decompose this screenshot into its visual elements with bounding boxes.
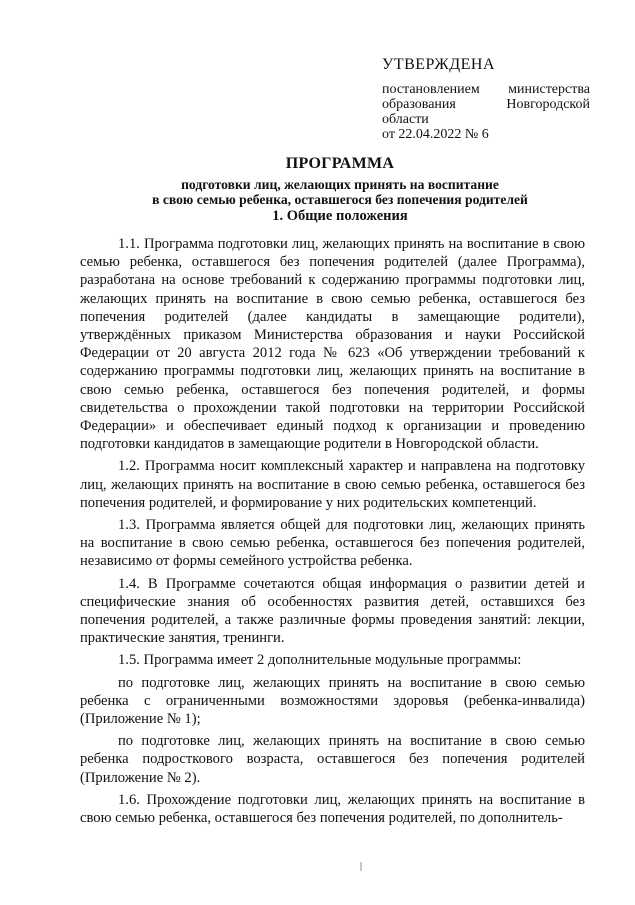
approval-line-2: образования Новгородской	[382, 97, 590, 112]
approval-line-1: постановлением министерства	[382, 82, 590, 97]
paragraph-1-4: 1.4. В Программе сочетаются общая информация о развитии детей и специфические знания об особенностях развития детей, оставшихся без попечения родителей, а также различные формы проведения занятий: лекции, практические занятия, тренинги.	[80, 575, 585, 647]
list-item-module-2: по подготовке лиц, желающих принять на воспитание в свою семью ребенка подросткового возраста, оставшегося без попечения родителей (Приложение № 2).	[80, 733, 585, 786]
paragraph-1-6: 1.6. Прохождение подготовки лиц, желающих принять на воспитание в свою семью ребенка, оставшегося без попечения родителей, по дополнитель-	[80, 791, 585, 827]
paragraph-1-2: 1.2. Программа носит комплексный характер и направлена на подготовку лиц, желающих принять на воспитание в свою семью ребенка, оставшегося без попечения родителей, и формирование у них родительских компетенций.	[80, 458, 585, 511]
document-subtitle-line-1: подготовки лиц, желающих принять на воспитание	[181, 177, 499, 192]
paragraph-1-5: 1.5. Программа имеет 2 дополнительные модульные программы:	[118, 652, 522, 669]
paragraph-1-1: 1.1. Программа подготовки лиц, желающих принять на воспитание в свою семью ребенка, оставшегося без попечения родителей (далее Программа), разработана на основе требований к содержанию программы подготовки лиц, желающих принять на воспитание в свою семью ребенка, оставшегося без попечения родителей (далее кандидаты в замещающие родители), утверждённых приказом Министерства образования и науки Российской Федерации от 20 августа 2012 года № 623 «Об утверждении требований к содержанию программы подготовки лиц, желающих принять на воспитание в свою семью ребенка, оставшегося без попечения родителей, и формы свидетельства о прохождении такой подготовки на территории Российской Федерации» и обеспечивает единый подход к организации и проведению подготовки кандидатов в замещающие родители в Новгородской области.	[80, 236, 585, 453]
document-subtitle-line-2: в свою семью ребенка, оставшегося без попечения родителей	[152, 192, 528, 207]
approval-stamp	[382, 56, 590, 142]
approval-heading: УТВЕРЖДЕНА	[382, 56, 496, 73]
section-heading: 1. Общие положения	[272, 208, 408, 224]
approval-date: от 22.04.2022 № 6	[382, 127, 489, 142]
approval-line-3: области	[382, 112, 429, 127]
paragraph-1-3: 1.3. Программа является общей для подготовки лиц, желающих принять на воспитание в свою семью ребенка, оставшегося без попечения родителей, независимо от формы семейного устройства ребенка.	[80, 517, 585, 570]
scan-artifact	[360, 862, 362, 871]
document-body	[80, 235, 585, 831]
document-title: ПРОГРАММА	[285, 155, 395, 172]
list-item-module-1: по подготовке лиц, желающих принять на воспитание в свою семью ребенка с ограниченными возможностями здоровья (ребенка-инвалида) (Приложение № 1);	[80, 674, 585, 728]
